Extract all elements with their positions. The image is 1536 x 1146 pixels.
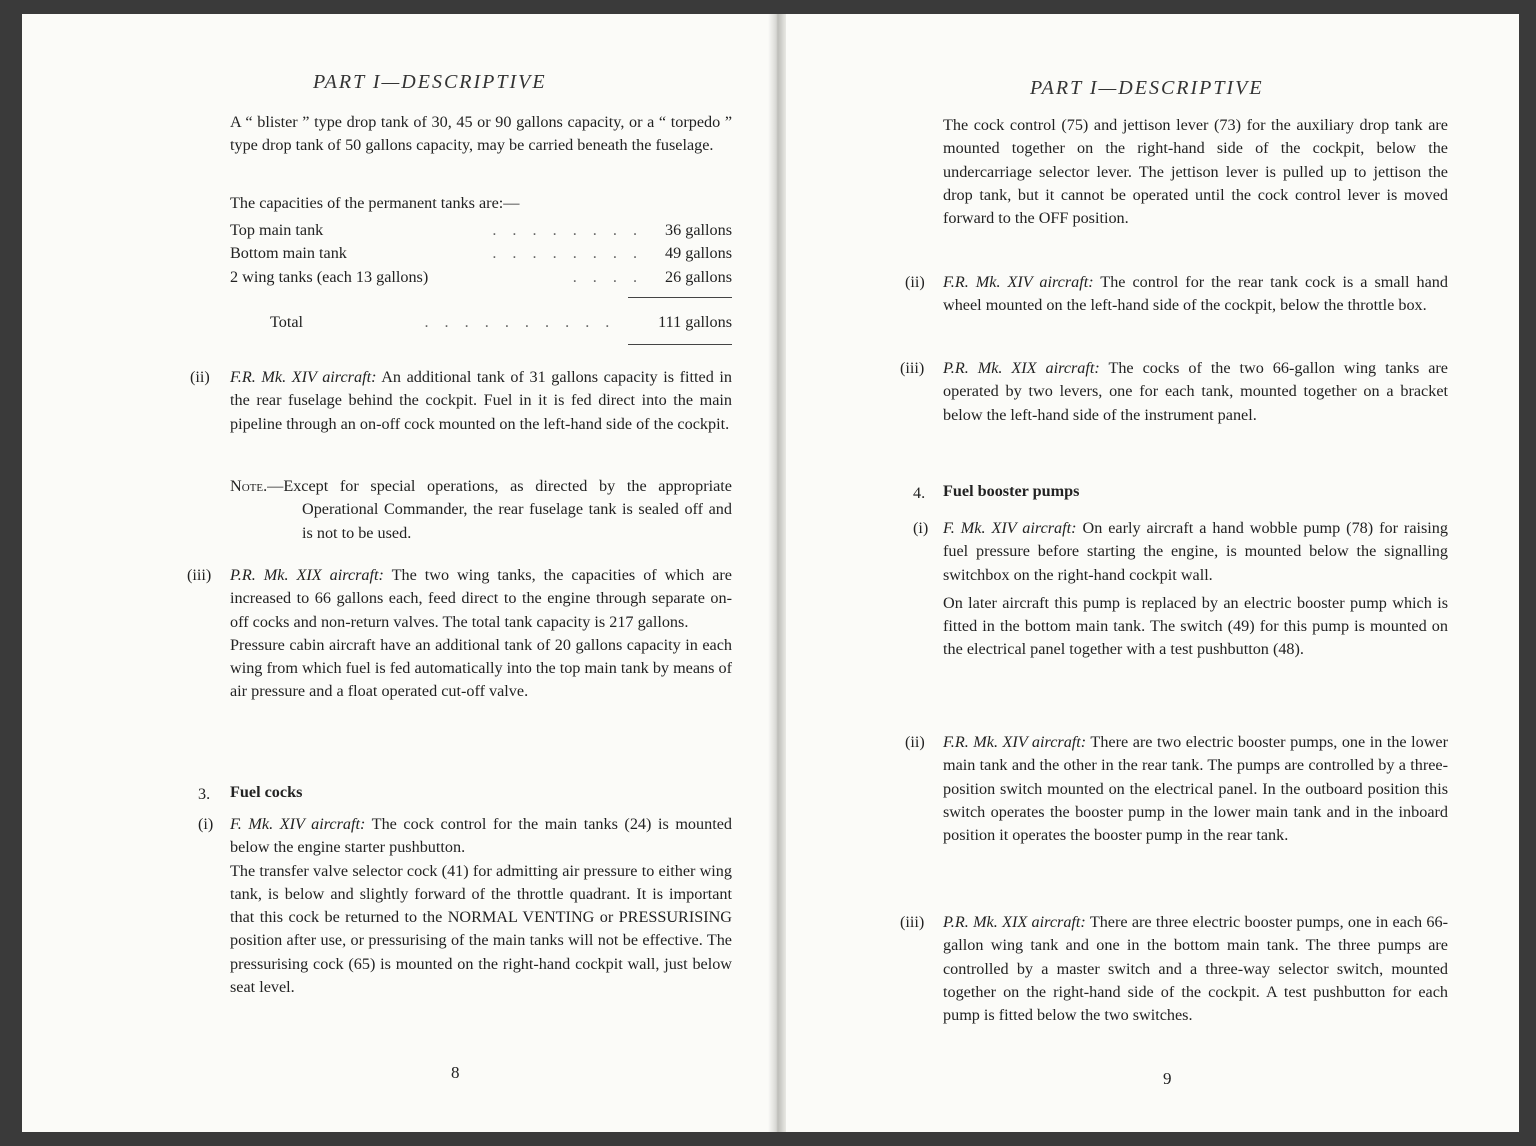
section-title-fuel-cocks: Fuel cocks: [230, 783, 303, 801]
right-intro-paragraph: [943, 114, 1448, 230]
tank-total-row: [230, 311, 732, 334]
item-text-continued: On later aircraft this pump is replaced by an electric booster pump which is fitted in the bottom main tank. The switch (49) for this pump is mounted on the electrical panel together with a test pushbutton (48).: [943, 593, 1448, 659]
right-section4-item-iii: [943, 911, 1448, 1027]
tank-amount: 36 gallons: [665, 221, 732, 239]
right-page-header: PART I—DESCRIPTIVE: [1030, 77, 1264, 99]
item-text: The two wing tanks, the capacities of which are increased to 66 gallons each, feed direct to the engine through separate on-off cocks and non-return valves. The total tank capacity is 217 gallons.: [230, 566, 732, 631]
left-page-header: PART I—DESCRIPTIVE: [313, 71, 547, 93]
right-section4-item-i: [943, 517, 1448, 662]
item-text-continued: Pressure cabin aircraft have an additional tank of 20 gallons capacity in each wing from which fuel is fed automatically into the top main tank by means of air pressure and a float operated cut-off valve.: [230, 635, 732, 701]
item-text: The control for the rear tank cock is a small hand wheel mounted on the left-hand side of the cockpit, below the throttle box.: [943, 273, 1448, 315]
item-text-continued: The transfer valve selector cock (41) for admitting air pressure to either wing tank, is below and slightly forward of the throttle quadrant. It is important that this cock be returned to the NORMAL VENTING or PRESSURISING position after use, or pressurising of the main tanks will not be effective. The pressurising cock (65) is mounted on the right-hand cockpit wall, just below seat level.: [230, 861, 732, 997]
item-text: On early aircraft a hand wobble pump (78) for raising fuel pressure before starting the engine, is mounted below the signalling switchbox on the right-hand cockpit wall.: [943, 519, 1448, 584]
item-lead: F. Mk. XIV aircraft:: [230, 815, 366, 833]
item-number: (ii): [190, 368, 210, 386]
item-lead: F.R. Mk. XIV aircraft:: [230, 368, 377, 386]
table-row: [230, 266, 732, 289]
left-item-ii: [230, 366, 732, 436]
left-section3-item-i: [230, 813, 732, 999]
item-lead: F. Mk. XIV aircraft:: [943, 519, 1077, 537]
table-row: [230, 311, 732, 334]
item-lead: F.R. Mk. XIV aircraft:: [943, 733, 1087, 751]
section-number: 3.: [198, 785, 211, 803]
total-rule-bottom: [628, 344, 732, 345]
item-text: The cock control for the main tanks (24) is mounted below the engine starter pushbutton.: [230, 815, 732, 857]
item-number: (i): [913, 519, 929, 537]
note-text: —Except for special operations, as directed by the appropriate Operational Commander, the rear fuselage tank is sealed off and is not to be used.: [267, 477, 732, 542]
leader-dots: . . . . . . . .: [492, 244, 644, 263]
note-block: [230, 475, 732, 545]
left-item-iii: [230, 564, 732, 704]
right-item-iii: [943, 357, 1448, 427]
tank-name: 2 wing tanks (each 13 gallons): [230, 267, 429, 286]
item-text: There are three electric booster pumps, one in each 66-gallon wing tank and one in the bottom main tank. The three pumps are controlled by a master switch and a three-way selector switch, mounted together on the right-hand side of the cockpit. A test pushbutton for each pump is fitted below the two switches.: [943, 913, 1449, 1025]
item-number: (iii): [187, 566, 212, 584]
tank-amount: 26 gallons: [665, 267, 732, 286]
leader-dots: . . . . . . . . . .: [424, 313, 616, 331]
capacities-intro-text: The capacities of the permanent tanks are:—: [230, 194, 520, 212]
left-intro-paragraph: [230, 111, 732, 158]
item-number: (iii): [900, 913, 925, 931]
item-lead: P.R. Mk. XIX aircraft:: [230, 566, 384, 584]
leader-dots: . . . .: [572, 267, 644, 286]
item-text: The cocks of the two 66-gallon wing tanks are operated by two levers, one for each tank, mounted together on a bracket below the left-hand side of the instrument panel.: [943, 359, 1448, 424]
total-rule-top: [628, 297, 732, 298]
item-number: (i): [198, 815, 214, 833]
item-text: There are two electric booster pumps, one in the lower main tank and the other in the rear tank. The pumps are controlled by a three-position switch mounted on the electrical panel. In the outboard position this switch operates the booster pump in the lower main tank and in the inboard position it operates the booster pump in the rear tank.: [943, 733, 1449, 845]
item-lead: P.R. Mk. XIX aircraft:: [943, 913, 1086, 931]
table-row: [230, 242, 732, 265]
note-label: Note.: [230, 477, 268, 495]
item-text: An additional tank of 31 gallons capacity is fitted in the rear fuselage behind the cockpit. Fuel in it is fed direct into the main pipeline through an on-off cock mounted on the left-hand side of the cockpit.: [230, 368, 732, 433]
right-page-number: 9: [1163, 1069, 1172, 1088]
tank-name: Top main tank: [230, 221, 324, 239]
left-intro-text: A “ blister ” type drop tank of 30, 45 or 90 gallons capacity, or a “ torpedo ” type drop tank of 50 gallons capacity, may be carried beneath the fuselage.: [230, 113, 732, 155]
section-number: 4.: [913, 484, 926, 502]
leader-dots: . . . . . . . .: [492, 221, 644, 239]
total-label: Total: [270, 313, 304, 331]
tank-amount: 49 gallons: [665, 244, 732, 263]
left-page-number: 8: [451, 1063, 460, 1082]
total-amount: 111 gallons: [658, 313, 732, 331]
item-number: (ii): [905, 273, 925, 291]
tank-name: Bottom main tank: [230, 244, 347, 263]
item-number: (iii): [900, 359, 925, 377]
right-intro-text: The cock control (75) and jettison lever (73) for the auxiliary drop tank are mounted together on the right-hand side of the cockpit, below the undercarriage selector lever. The jettison lever is pulled up to jettison the drop tank, but it cannot be operated until the cock control lever is moved forward to the OFF position.: [943, 116, 1448, 228]
capacities-intro: [230, 192, 732, 215]
table-row: [230, 219, 732, 242]
item-lead: P.R. Mk. XIX aircraft:: [943, 359, 1100, 377]
book-gutter: [768, 14, 786, 1132]
item-lead: F.R. Mk. XIV aircraft:: [943, 273, 1094, 291]
item-number: (ii): [905, 733, 925, 751]
right-item-ii: [943, 271, 1448, 318]
right-section4-item-ii: [943, 731, 1448, 847]
tank-capacities-table: [230, 219, 732, 289]
section-title-fuel-booster-pumps: Fuel booster pumps: [943, 482, 1080, 500]
